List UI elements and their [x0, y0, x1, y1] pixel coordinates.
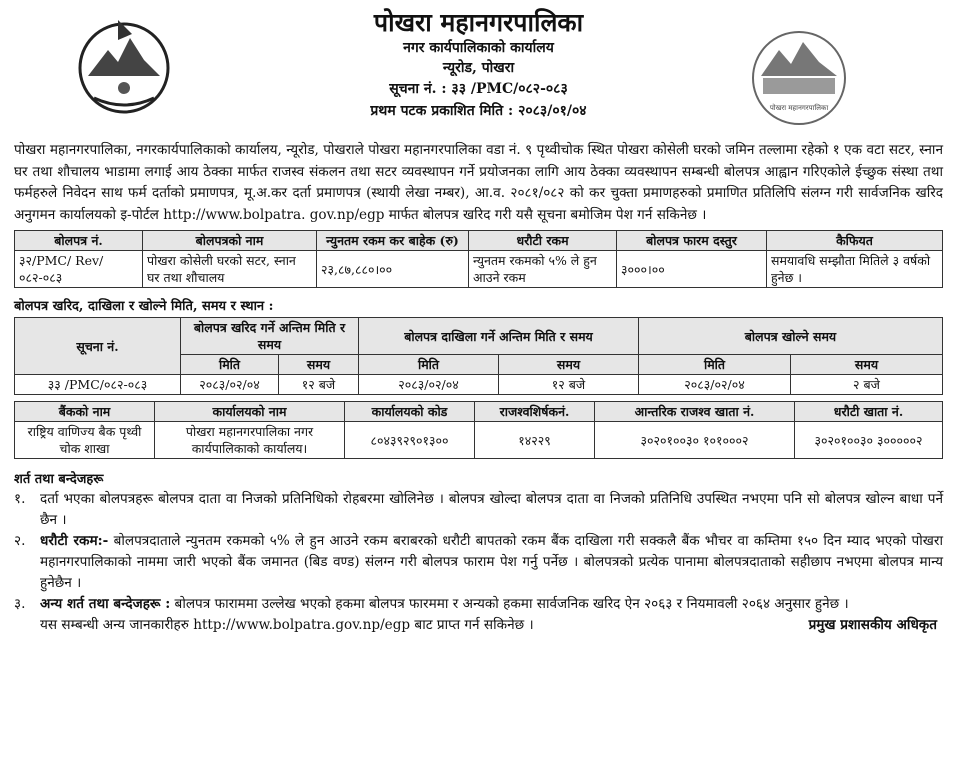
- bank-col-name: बैंकको नाम: [15, 402, 155, 422]
- publish-value: २०८३/०१/०४: [518, 103, 587, 119]
- condition-number: ३.: [14, 596, 26, 612]
- condition-body: दर्ता भएका बोलपत्रहरू बोलपत्र दाता वा निजको प्रतिनिधिको रोहबरमा खोलिनेछ । बोलपत्र खोल्दा बोलपत्र दाता वा निजको प्रतिनिधि उपस्थित नभएमा पनि सो बोलपत्र खोल्न बाधा पर्ने छैन ।: [40, 491, 943, 528]
- city-logo-text: पोखरा महानगरपालिका: [769, 104, 829, 112]
- bank-col-revenue-head: राजश्वशिर्षकनं.: [475, 402, 595, 422]
- nepal-emblem-logo: [74, 10, 174, 120]
- condition-lead: अन्य शर्त तथा बन्देजहरू :: [40, 596, 171, 612]
- office-name-cell: पोखरा महानगरपालिका नगर कार्यपालिकाको कार्यालय।: [155, 422, 345, 459]
- tender-col-name: बोलपत्रको नाम: [143, 231, 317, 251]
- schedule-table: [14, 317, 943, 395]
- schedule-row: [15, 375, 943, 395]
- tender-header-row: [15, 231, 943, 251]
- tender-form-fee: ३०००।००: [617, 251, 767, 288]
- tender-col-deposit: धरौटी रकम: [469, 231, 617, 251]
- notice-label: सूचना नं. :: [389, 81, 447, 97]
- condition-number: २.: [14, 533, 26, 549]
- purchase-time-label: समय: [279, 355, 359, 375]
- schedule-col-purchase: बोलपत्र खरिद गर्ने अन्तिम मिति र समय: [181, 318, 359, 355]
- org-title: पोखरा महानगरपालिका: [373, 8, 584, 37]
- tender-col-number: बोलपत्र नं.: [15, 231, 143, 251]
- bank-header-row: [15, 402, 943, 422]
- condition-item: [14, 531, 943, 594]
- notice-value: ३३ /PMC/०८२-०८३: [451, 81, 568, 97]
- schedule-label: बोलपत्र खरिद, दाखिला र खोल्ने मिति, समय र स्थान :: [14, 299, 274, 314]
- open-date-label: मिति: [639, 355, 791, 375]
- condition-item: [14, 489, 943, 531]
- tender-deposit: न्युनतम रकमको ५% ले हुन आउने रकम: [469, 251, 617, 288]
- bank-col-code: कार्यालयको कोड: [345, 402, 475, 422]
- schedule-notice-no: ३३ /PMC/०८२-०८३: [15, 375, 181, 395]
- schedule-header-row: [15, 318, 943, 355]
- conditions-title: शर्त तथा बन्देजहरू: [14, 472, 104, 487]
- condition-text: [40, 594, 943, 615]
- bank-col-deposit-account: धरौटी खाता नं.: [795, 402, 943, 422]
- tender-col-form-fee: बोलपत्र फारम दस्तुर: [617, 231, 767, 251]
- condition-item: [14, 594, 943, 615]
- purchase-date-label: मिति: [181, 355, 279, 375]
- condition-body: बोलपत्र फाराममा उल्लेख भएको हकमा बोलपत्र फारममा र अन्यको हकमा सार्वजनिक खरिद ऐन २०६३ र नियमावली २०६४ अनुसार हुनेछ ।: [170, 596, 849, 612]
- schedule-col-notice: सूचना नं.: [15, 318, 181, 375]
- purchase-time: १२ बजे: [279, 375, 359, 395]
- tender-table: [14, 230, 943, 288]
- revenue-head: १४२२९: [475, 422, 595, 459]
- office-address: न्यूरोड, पोखरा: [442, 60, 515, 76]
- tender-remarks: समयावधि सम्झौता मितिले ३ वर्षको हुनेछ ।: [767, 251, 943, 288]
- condition-lead: धरौटी रकम:-: [40, 533, 109, 549]
- bank-name: राष्ट्रिय वाणिज्य बैक पृथ्वी चोक शाखा: [15, 422, 155, 459]
- pokhara-city-logo: [749, 28, 849, 128]
- intro-paragraph: पोखरा महानगरपालिका, नगरकार्यपालिकाको कार्यालय, न्यूरोड, पोखराले पोखरा महानगरपालिका वडा नं. ९ पृथ्वीचोक स्थित पोखरा कोसेली घरको जमिन तल्लामा रहेको १ एक वटा सटर, स्नान घर तथा शौचालय भाडामा लगाई आय ठेक्का मार्फत राजस्व संकलन तथा सटर व्यवस्थापन गर्ने प्रयोजनका लागि आय ठेक्का व्यवस्थापन सम्बन्धी बोलपत्र आह्वान गरिएकोले ईच्छुक संस्था तथा फर्महरुले निवेदन साथ फर्म दर्ताको प्रमाणपत्र, मू.अ.कर दर्ता प्रमाणपत्र (स्थायी लेखा नम्बर), आ.व. २०८१/०८२ को कर चुक्ता प्रमाणहरुको प्रमाणित प्रतिलिपि संलग्न गरी सार्वजनिक खरिद अनुगमन कार्यालयको इ-पोर्टल http://www.bolpatra. gov.np/egp मार्फत बोलपत्र खरिद गरी यसै सूचना बमोजिम पेश गर्न सकिनेछ ।: [14, 142, 943, 223]
- submit-time: १२ बजे: [499, 375, 639, 395]
- bank-row: [15, 422, 943, 459]
- bank-table: [14, 401, 943, 459]
- office-code: ८०४३९२९०१३००: [345, 422, 475, 459]
- signatory-title: प्रमुख प्रशासकीय अधिकृत: [808, 617, 937, 633]
- office-name: नगर कार्यपालिकाको कार्यालय: [403, 40, 554, 56]
- bank-col-office: कार्यालयको नाम: [155, 402, 345, 422]
- open-date: २०८३/०२/०४: [639, 375, 791, 395]
- revenue-account: ३०२०१००३० १०१०००२: [595, 422, 795, 459]
- notice-header: [14, 0, 943, 140]
- open-time-label: समय: [791, 355, 943, 375]
- publish-label: प्रथम पटक प्रकाशित मिति :: [370, 103, 514, 119]
- tender-name: पोखरा कोसेली घरको सटर, स्नान घर तथा शौचालय: [143, 251, 317, 288]
- submit-time-label: समय: [499, 355, 639, 375]
- tender-number: ३२/PMC/ Rev/०८२-०८३: [15, 251, 143, 288]
- schedule-col-submit: बोलपत्र दाखिला गर्ने अन्तिम मिति र समय: [359, 318, 639, 355]
- notice-footer: [14, 615, 943, 636]
- tender-col-remarks: कैफियत: [767, 231, 943, 251]
- purchase-date: २०८३/०२/०४: [181, 375, 279, 395]
- condition-number: १.: [14, 491, 26, 507]
- submit-date: २०८३/०२/०४: [359, 375, 499, 395]
- tender-row: [15, 251, 943, 288]
- deposit-account: ३०२०१००३० ३०००००२: [795, 422, 943, 459]
- condition-body: बोलपत्रदाताले न्युनतम रकमको ५% ले हुन आउने रकम बराबरको धरौटी बापतको रकम बैंक दाखिला गरी सक्कलै बैंक भौचर वा कम्तिमा १५० दिन म्याद भएको पोखरा महानगरपालिकाको नाममा जारी भएको बैंक जमानत (बिड वण्ड) संलग्न गरी बोलपत्र फाराम पेश गर्नु पर्नेछ । बोलपत्रको प्रत्येक पानामा बोलपत्रदाताको सहीछाप नभएमा बोलपत्र मान्य हुनेछैन ।: [40, 533, 943, 591]
- tender-col-min-amount: न्युनतम रकम कर बाहेक (रु): [317, 231, 469, 251]
- submit-date-label: मिति: [359, 355, 499, 375]
- tender-min-amount: २३,८७,८८०।००: [317, 251, 469, 288]
- footer-note: यस सम्बन्धी अन्य जानकारीहरु http://www.bolpatra.gov.np/egp बाट प्राप्त गर्न सकिनेछ ।: [40, 617, 534, 633]
- bank-col-revenue-account: आन्तरिक राजश्व खाता नं.: [595, 402, 795, 422]
- condition-text: [40, 531, 943, 594]
- schedule-col-open: बोलपत्र खोल्ने समय: [639, 318, 943, 355]
- condition-text: [40, 489, 943, 531]
- open-time: २ बजे: [791, 375, 943, 395]
